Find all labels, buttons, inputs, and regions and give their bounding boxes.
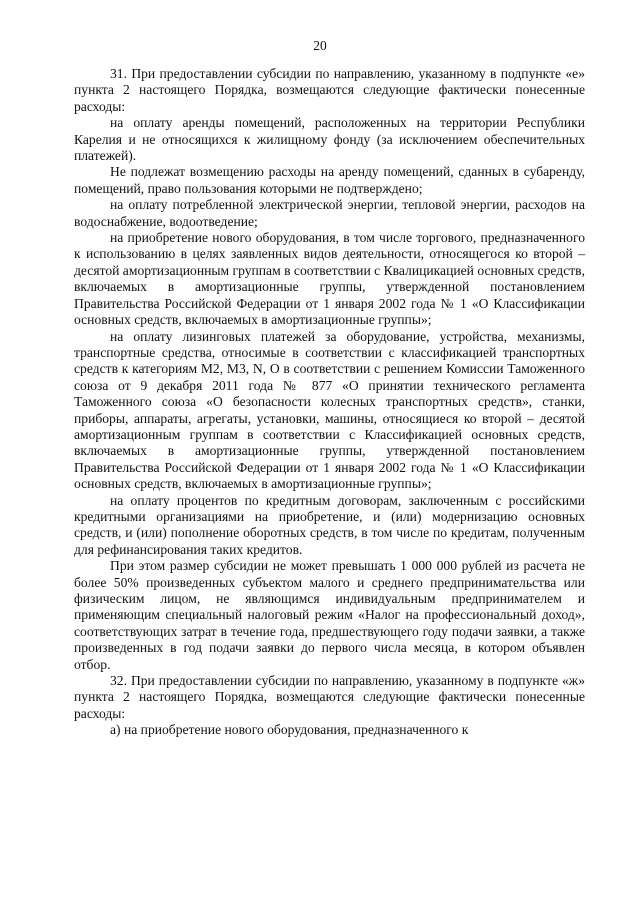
document-body <box>74 66 585 739</box>
paragraph-leasing: на оплату лизинговых платежей за оборудование, устройства, механизмы, транспортные средства, относимые в соответствии с классификацией транспортных средств к категориям M2, M3, N, O в соответствии с решением Комиссии Таможенного союза от 9 декабря 2011 года № 877 «О принятии технического регламента Таможенного союза «О безопасности колесных транспортных средств», станки, приборы, аппараты, агрегаты, установки, машины, относящиеся ко второй – десятой амортизационным группам в соответствии с Классификацией основных средств, включаемых в амортизационные группы, утвержденной постановлением Правительства Российской Федерации от 1 января 2002 года № 1 «О Классификации основных средств, включаемых в амортизационные группы»; <box>74 328 585 492</box>
paragraph-32-a: а) на приобретение нового оборудования, предназначенного к <box>110 722 469 738</box>
paragraph-31-intro: 31. При предоставлении субсидии по направлению, указанному в подпункте «е» пункта 2 настоящего Порядка, возмещаются следующие фактически понесенные расходы: <box>74 66 585 114</box>
paragraph-rent: на оплату аренды помещений, расположенных на территории Республики Карелия и не относящихся к жилищному фонду (за исключением обеспечительных платежей). <box>74 115 585 164</box>
page-number: 20 <box>313 38 327 53</box>
paragraph-utilities: на оплату потребленной электрической энергии, тепловой энергии, расходов на водоснабжение, водоотведение; <box>74 197 585 229</box>
paragraph-subsidy-limit: При этом размер субсидии не может превышать 1 000 000 рублей из расчета не более 50% произведенных субъектом малого и среднего предпринимательства или физическим лицом, не являющимся индивидуальным предпринимателем и применяющим специальный налоговый режим «Налог на профессиональный доход», соответствующих затрат в течение года, предшествующего году подачи заявки, а также произведенных в год подачи заявки до первого числа месяца, в котором объявлен отбор. <box>74 558 585 672</box>
paragraph-equipment: на приобретение нового оборудования, в том числе торгового, предназначенного к использованию в целях заявленных видов деятельности, относящегося ко второй – десятой амортизационным группам в соответствии с Квалицикацией основных средств, включаемых в амортизационные группы, утвержденной постановлением Правительства Российской Федерации от 1 января 2002 года № 1 «О Классификации основных средств, включаемых в амортизационные группы»; <box>74 230 585 328</box>
paragraph-sublease-exclusion: Не подлежат возмещению расходы на аренду помещений, сданных в субаренду, помещений, право пользования которыми не подтверждено; <box>74 164 585 196</box>
paragraph-loan-interest: на оплату процентов по кредитным договорам, заключенным с российскими кредитными организациями на приобретение, и (или) модернизацию основных средств, и (или) пополнение оборотных средств, в том числе по кредитам, полученным для рефинансирования таких кредитов. <box>74 492 585 557</box>
paragraph-32-intro: 32. При предоставлении субсидии по направлению, указанному в подпункте «ж» пункта 2 настоящего Порядка, возмещаются следующие фактически понесенные расходы: <box>74 673 585 721</box>
